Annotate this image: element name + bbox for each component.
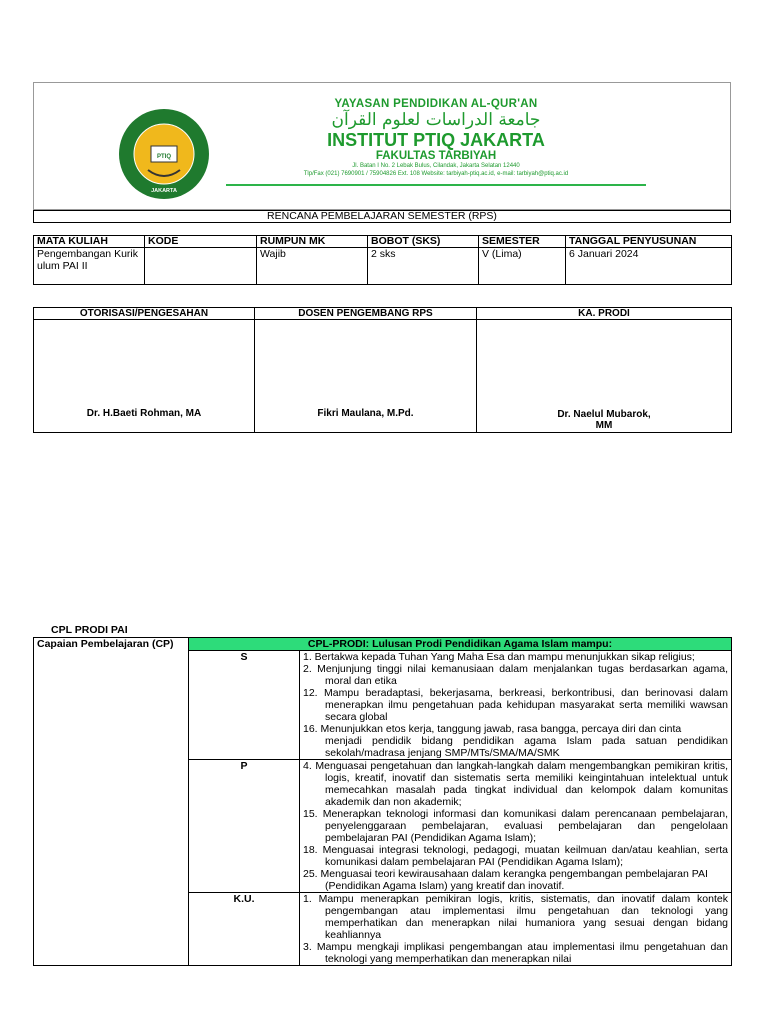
header-rumpun: RUMPUN MK <box>257 236 368 248</box>
header-kaprodi: KA. PRODI <box>477 308 732 320</box>
course-credits: 2 sks <box>368 248 479 285</box>
list-item: 16. Menunjukkan etos kerja, tanggung jawab, rasa bangga, percaya diri dan cinta <box>303 723 682 735</box>
cp-row-label: Capaian Pembelajaran (CP) <box>34 638 189 966</box>
header-dosen: DOSEN PENGEMBANG RPS <box>255 308 477 320</box>
header-bobot: BOBOT (SKS) <box>368 236 479 248</box>
course-name: Pengembangan Kurikulum PAI II <box>34 248 145 285</box>
cpl-section-label: CPL PRODI PAI <box>51 624 128 636</box>
faculty-name: FAKULTAS TARBIYAH <box>375 150 497 162</box>
svg-text:JAKARTA: JAKARTA <box>151 188 177 194</box>
list-item: (Pendidikan Agama Islam) yang kreatif dan inovatif. <box>325 880 565 892</box>
header-otorisasi: OTORISASI/PENGESAHAN <box>34 308 255 320</box>
foundation-name: YAYASAN PENDIDIKAN AL-QUR'AN <box>334 98 538 110</box>
cpl-code-ku: K.U. <box>189 893 300 966</box>
course-code <box>145 248 257 285</box>
institute-logo <box>118 108 210 200</box>
list-item: 1. Bertakwa kepada Tuhan Yang Maha Esa dan mampu menunjukkan sikap religius; <box>303 651 695 663</box>
cpl-code-p: P <box>189 760 300 893</box>
cpl-heading: CPL-PRODI: Lulusan Prodi Pendidikan Agama Islam mampu: <box>189 638 732 651</box>
cpl-code-s: S <box>189 651 300 760</box>
address-line-2: Tlp/Fax (021) 7690901 / 75904826 Ext. 108 Website: tarbiyah-ptiq.ac.id, e-mail: tarbiyah@ptiq.ac.id <box>303 171 569 177</box>
list-item: 25. Menguasai teori kewirausahaan dalam kerangka pengembangan pembelajaran PAI <box>303 868 708 880</box>
cpl-items-s <box>300 651 732 760</box>
header-semester: SEMESTER <box>479 236 566 248</box>
signatory-kaprodi: Dr. Naelul Mubarok, MM <box>477 320 732 433</box>
header-kode: KODE <box>145 236 257 248</box>
header-mata-kuliah: MATA KULIAH <box>34 236 145 248</box>
course-table <box>33 235 732 285</box>
course-semester: V (Lima) <box>479 248 566 285</box>
rps-title: RENCANA PEMBELAJARAN SEMESTER (RPS) <box>33 210 731 223</box>
cpl-items-ku <box>300 893 732 966</box>
list-item: 1. Mampu menerapkan pemikiran logis, kritis, sistematis, dan inovatif dalam kontek pengembangan atau implementasi ilmu pengetahuan dan teknologi yang memperhatikan dan menerapkan nilai humaniora yang sesuai dengan bidang keahliannya <box>303 893 728 941</box>
list-item: menjadi pendidik bidang pendidikan agama Islam pada satuan pendidikan sekolah/madrasa jenjang SMP/MTs/SMA/MA/SMK <box>325 735 728 759</box>
authorization-table <box>33 307 732 433</box>
signatory-otorisasi: Dr. H.Baeti Rohman, MA <box>34 320 255 433</box>
signatory-dosen: Fikri Maulana, M.Pd. <box>255 320 477 433</box>
course-group: Wajib <box>257 248 368 285</box>
address-line-1: Jl. Batan I No. 2 Lebak Bulus, Cilandak, Jakarta Selatan 12440 <box>352 163 520 169</box>
list-item: 18. Menguasai integrasi teknologi, pedagogi, muatan keilmuan dan/atau keahlian, serta komunikasi dalam pembelajaran PAI (Pendidikan Agama Islam); <box>303 844 728 868</box>
header-rule <box>226 184 646 186</box>
header-tanggal: TANGGAL PENYUSUNAN <box>566 236 732 248</box>
list-item: 12. Mampu beradaptasi, bekerjasama, berkreasi, berkontribusi, dan berinovasi dalam menerapkan ilmu pengetahuan pada kehidupan masyarakat serta memiliki wawsan secara global <box>303 687 728 723</box>
institution-block <box>226 98 646 186</box>
list-item: 4. Menguasai pengetahuan dan langkah-langkah dalam mengembangkan pemikiran kritis, logis, kreatif, inovatif dan sistematis serta memiliki keingintahuan intelektual untuk memecahkan masalah pada tingkat individual dan kelompok dalam komunitas akademik dan non akademik; <box>303 760 728 808</box>
svg-text:PTIQ: PTIQ <box>156 154 172 160</box>
cpl-items-p <box>300 760 732 893</box>
cpl-table <box>33 637 732 966</box>
list-item: 3. Mampu mengkaji implikasi pengembangan atau implementasi ilmu pengetahuan dan teknologi yang memperhatikan dan menerapkan nilai <box>303 941 728 965</box>
arabic-name: جامعة الدراسات لعلوم القرآن <box>331 110 541 130</box>
list-item: 2. Menjunjung tinggi nilai kemanusiaan dalam menjalankan tugas berdasarkan agama, moral dan etika <box>303 663 728 687</box>
list-item: 15. Menerapkan teknologi informasi dan komunikasi dalam perencanaan pembelajaran, penyelenggaraan pembelajaran, evaluasi pembelajaran dan pengelolaan pembelajaran PAI (Pendidikan Agama Islam); <box>303 808 728 844</box>
institute-name: INSTITUT PTIQ JAKARTA <box>327 130 545 150</box>
course-date: 6 Januari 2024 <box>566 248 732 285</box>
